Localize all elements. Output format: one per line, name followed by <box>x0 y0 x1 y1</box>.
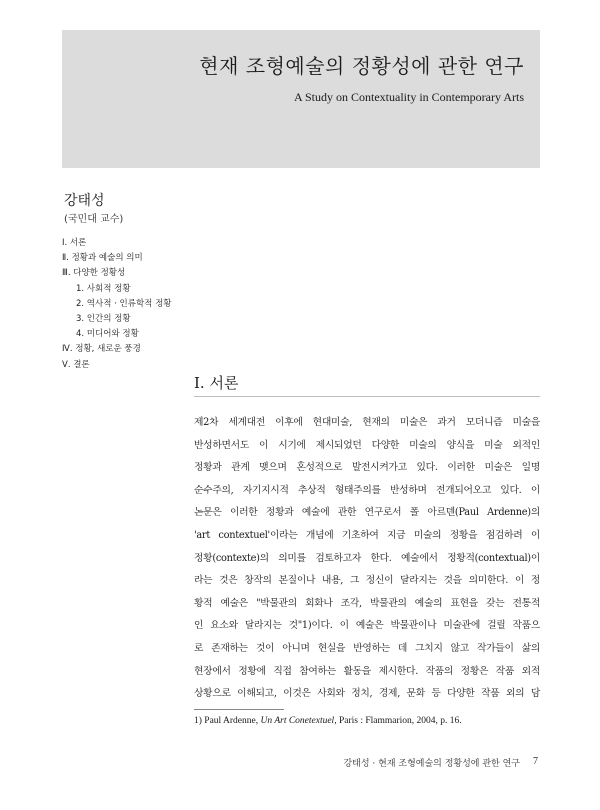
running-footer: 강태성 · 현재 조형예술의 정황성에 관한 연구 <box>343 759 520 769</box>
body-line: 논문은 이러한 정황과 예술에 관한 연구로서 폴 아르덴(Paul Ardenne)의 <box>194 507 540 519</box>
body-line: 황적 예술은 "박물관의 회화나 조각, 박물관의 예술의 표현을 갖는 전통적 <box>194 597 540 609</box>
paper-title-korean: 현재 조형예술의 정황성에 관한 연구 <box>199 54 524 78</box>
table-of-contents <box>62 236 242 373</box>
footnote-suffix: , Paris : Flammarion, 2004, p. 16. <box>334 716 462 726</box>
title-banner <box>62 30 540 168</box>
author-name: 강태성 <box>64 193 105 209</box>
body-line: 제2차 세계대전 이후에 현대미술, 현재의 미술은 과거 모더니즘 미술을 <box>194 417 540 428</box>
section-divider <box>194 396 540 397</box>
toc-item: Ⅰ. 서론 <box>62 238 87 248</box>
body-paragraph <box>194 412 540 706</box>
body-line: 현장에서 정황에 직접 참여하는 활동을 제시한다. 작품의 정황은 작품 외적 <box>194 665 540 677</box>
footnote-book-title: Un Art Conetextuel <box>260 716 335 726</box>
body-line: 로 존재하는 것이 아니며 현실을 반영하는 데 그치지 않고 작가들이 삶의 <box>194 642 540 654</box>
body-line: 상황으로 이해되고, 이것은 사회와 정치, 경제, 문화 등 다양한 작품 외의 담 <box>194 688 540 700</box>
body-line: 반성하면서도 이 시기에 제시되었던 다양한 미술의 양식을 미술 외적인 <box>194 439 540 451</box>
section-heading: Ⅰ. 서론 <box>194 374 239 392</box>
body-line: 정황과 관계 맺으며 혼성적으로 발전시켜가고 있다. 이러한 미술은 일명 <box>194 462 540 474</box>
toc-item: 1. 사회적 정황 <box>76 283 131 294</box>
author-affiliation: (국민대 교수) <box>64 214 124 225</box>
footnote-prefix: 1) Paul Ardenne, <box>194 716 261 726</box>
toc-item: Ⅳ. 정황, 새로운 풍경 <box>62 344 141 355</box>
body-line: 인 요소와 달라지는 것"1)이다. 이 예술은 박물관이나 미술관에 걸릴 작품으 <box>194 620 540 632</box>
toc-item: 2. 역사적 · 인류학적 정황 <box>76 298 172 309</box>
footnote-divider <box>194 709 284 710</box>
body-line: 정황(contexte)의 의미를 검토하고자 한다. 예술에서 정황적(contextual)이 <box>194 552 540 564</box>
page-number: 7 <box>533 756 538 767</box>
toc-item: Ⅱ. 정황과 예술의 의미 <box>62 253 143 264</box>
toc-item: 3. 인간의 정황 <box>76 313 131 324</box>
footnote <box>194 716 462 726</box>
paper-title-english: A Study on Contextuality in Contemporary Arts <box>294 90 524 104</box>
body-line: 'art contextuel'이라는 개념에 기초하여 지금 미술의 정황을 점검하려 이 <box>194 529 540 541</box>
body-line: 순수주의, 자기지시적 추상적 형태주의를 반성하며 전개되어오고 있다. 이 <box>194 484 540 496</box>
toc-item: Ⅲ. 다양한 정황성 <box>62 268 126 279</box>
body-line: 라는 것은 창작의 본질이나 내용, 그 정신이 달라지는 것을 의미한다. 이 정 <box>194 575 540 587</box>
toc-item: 4. 미디어와 정황 <box>76 329 139 340</box>
toc-item: Ⅴ. 결론 <box>62 359 90 370</box>
